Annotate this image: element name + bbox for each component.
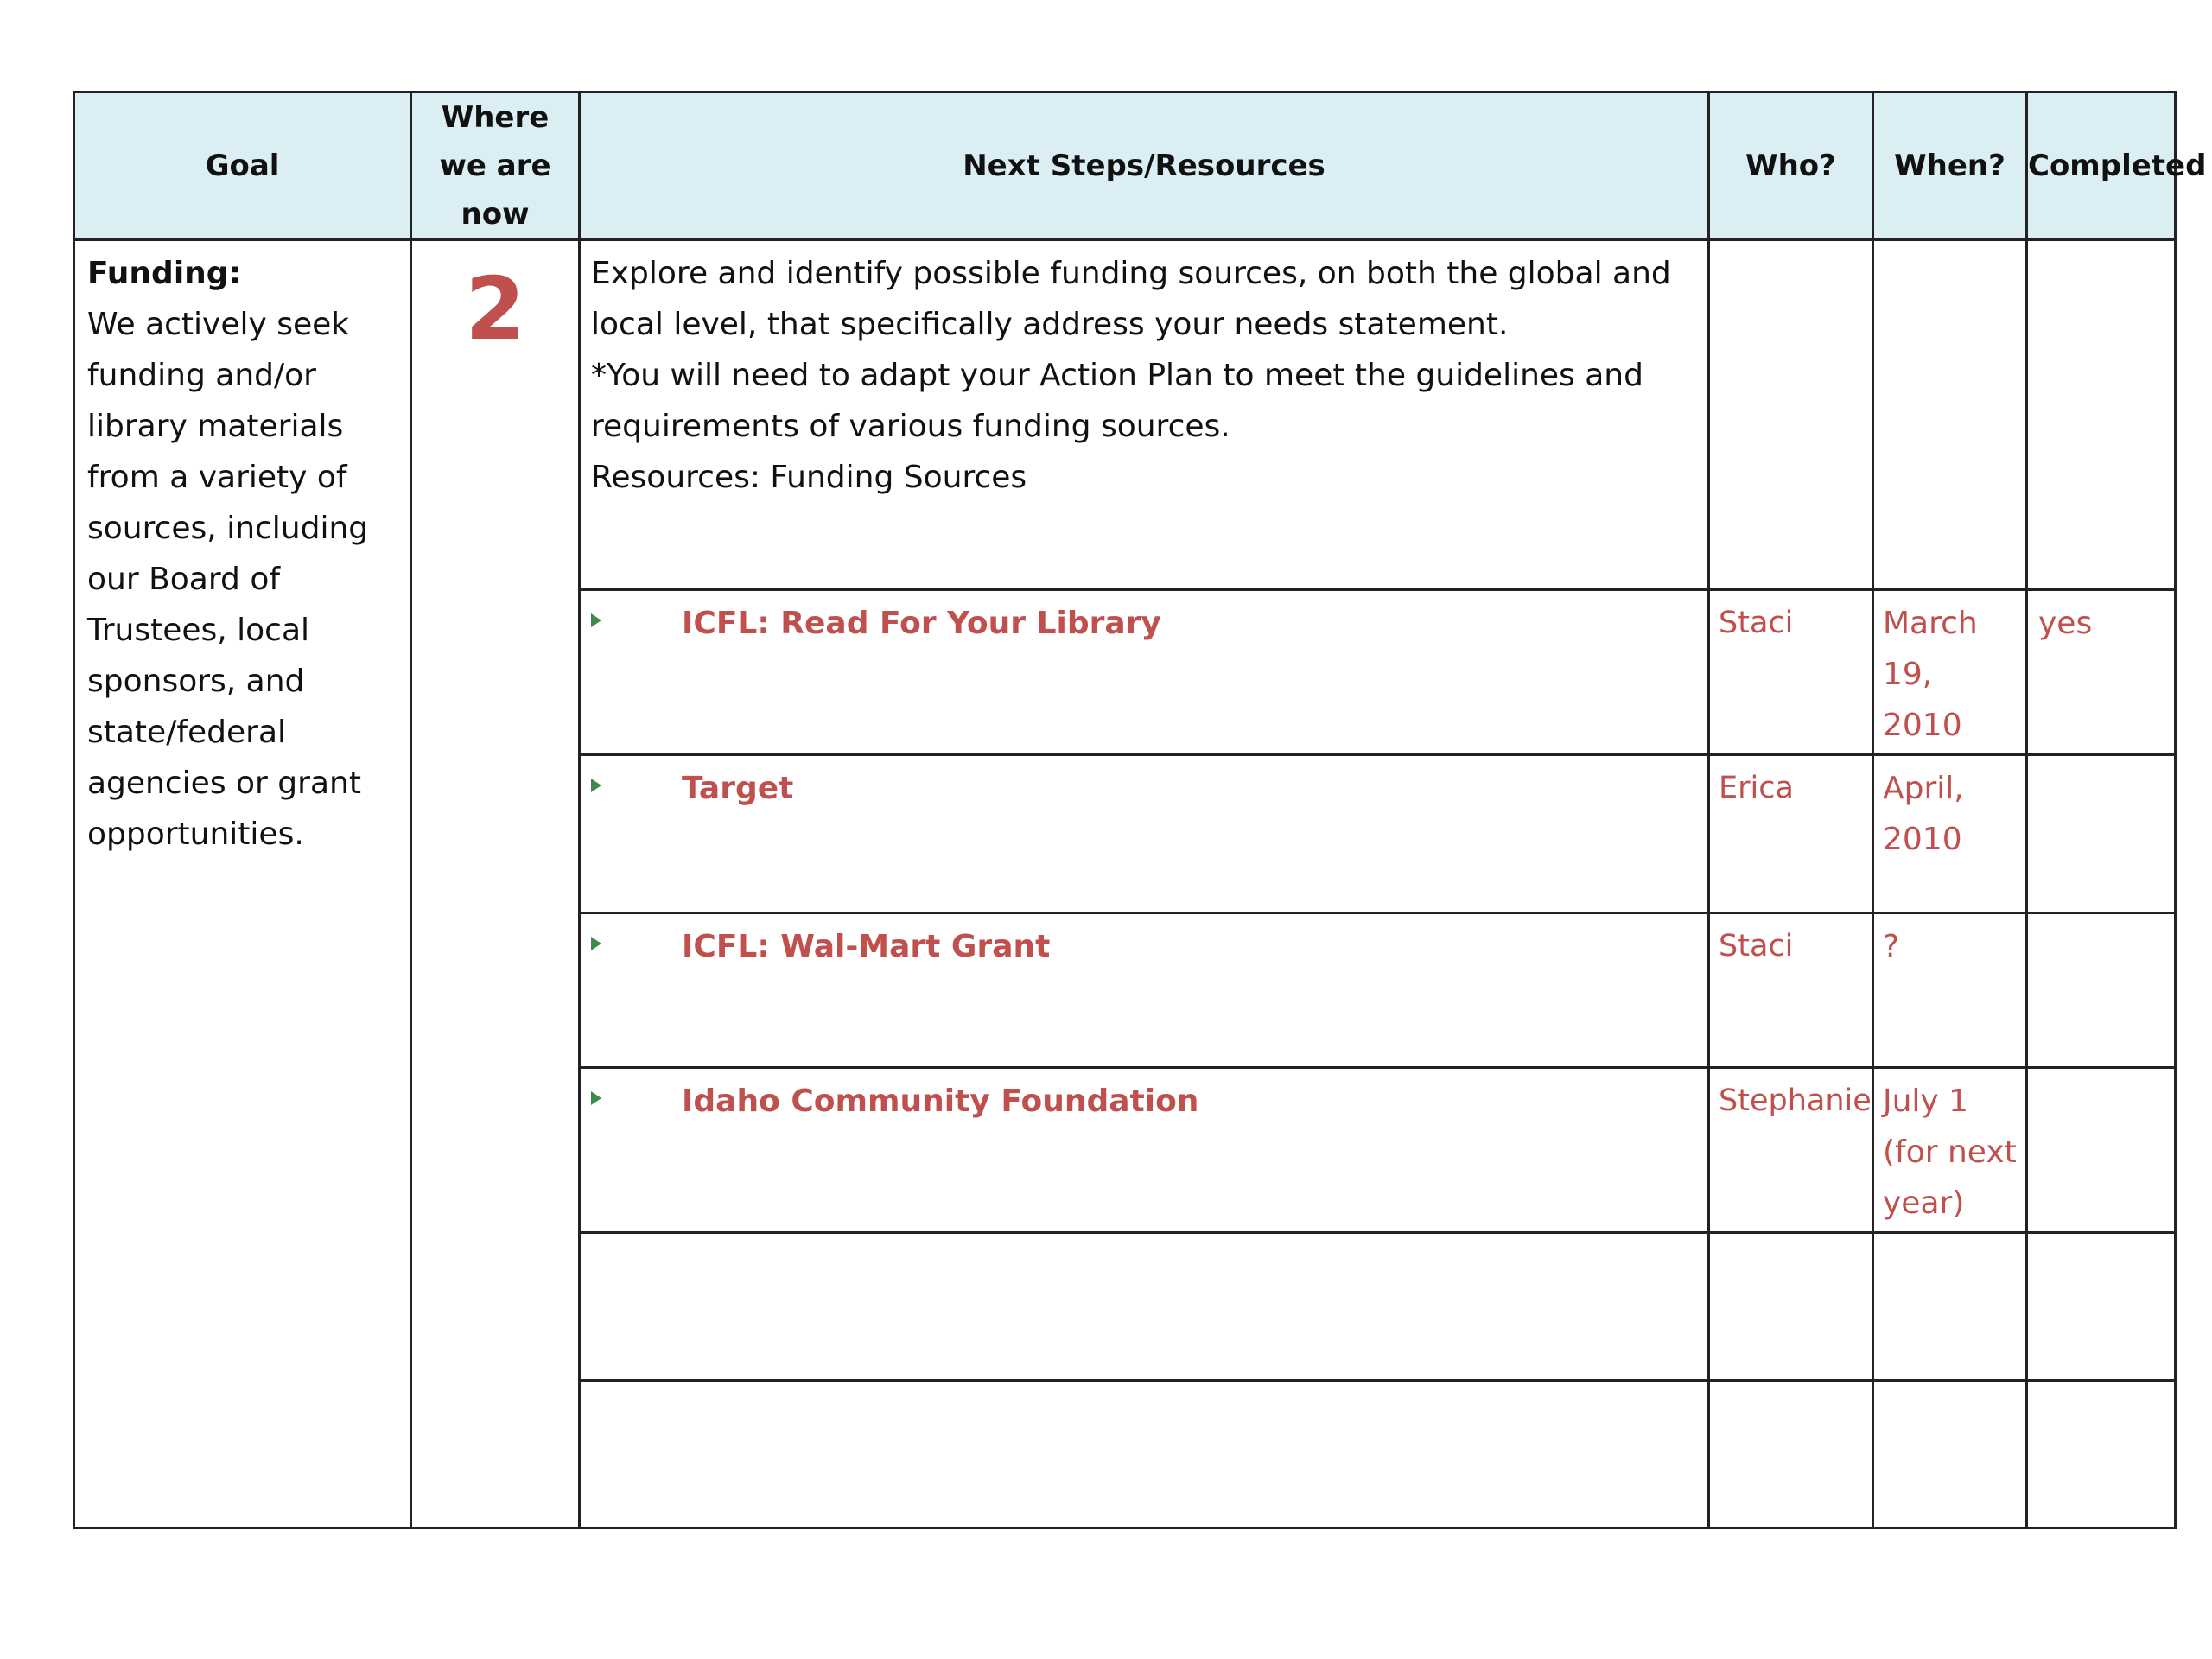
resource-name: Idaho Community Foundation: [682, 1084, 1199, 1119]
resource-cell: [580, 1068, 1709, 1233]
resource-when: April, 2010: [1873, 755, 2027, 913]
intro-row: [74, 240, 2176, 590]
header-next-steps: Next Steps/Resources: [580, 92, 1709, 240]
header-where-now: Where we are now: [411, 92, 580, 240]
empty-when-cell: [1873, 1233, 2027, 1381]
resource-cell: [580, 913, 1709, 1068]
header-row: [74, 92, 2176, 240]
intro-when-cell: [1873, 240, 2027, 590]
intro-line-resources: Resources: Funding Sources: [591, 460, 1027, 495]
resource-who: Stephanie: [1709, 1068, 1873, 1233]
empty-who-cell: [1709, 1381, 1873, 1529]
where-now-cell: [411, 240, 580, 1529]
current-level-number: 2: [465, 258, 525, 359]
empty-when-cell: [1873, 1381, 2027, 1529]
intro-completed-cell: [2027, 240, 2176, 590]
triangle-bullet-icon: [591, 613, 601, 627]
resource-completed: yes: [2027, 590, 2176, 755]
empty-completed-cell: [2027, 1233, 2176, 1381]
resource-who: Erica: [1709, 755, 1873, 913]
empty-steps-cell: [580, 1233, 1709, 1381]
header-who: Who?: [1709, 92, 1873, 240]
resource-cell: [580, 590, 1709, 755]
empty-steps-cell: [580, 1381, 1709, 1529]
resource-completed: [2027, 755, 2176, 913]
resource-completed: [2027, 913, 2176, 1068]
resource-name: ICFL: Read For Your Library: [682, 606, 1161, 641]
header-goal: Goal: [74, 92, 411, 240]
goal-cell: [74, 240, 411, 1529]
triangle-bullet-icon: [591, 779, 601, 792]
intro-line-explore: Explore and identify possible funding sources, on both the global and local level, that specifically address your needs statement.: [591, 256, 1671, 342]
triangle-bullet-icon: [591, 1091, 601, 1105]
resource-name: ICFL: Wal-Mart Grant: [682, 929, 1051, 964]
intro-line-adapt-note: *You will need to adapt your Action Plan to meet the guidelines and requirements of various funding sources.: [591, 358, 1643, 444]
intro-who-cell: [1709, 240, 1873, 590]
resource-who: Staci: [1709, 590, 1873, 755]
resource-when: ?: [1873, 913, 2027, 1068]
goal-description: We actively seek funding and/or library materials from a variety of sources, including our Board of Trustees, local sponsors, and state/federal agencies or grant opportunities.: [87, 307, 369, 852]
goal-title: Funding:: [87, 256, 241, 291]
empty-completed-cell: [2027, 1381, 2176, 1529]
triangle-bullet-icon: [591, 937, 601, 950]
resource-cell: [580, 755, 1709, 913]
resource-who: Staci: [1709, 913, 1873, 1068]
resource-when: March 19, 2010: [1873, 590, 2027, 755]
header-when: When?: [1873, 92, 2027, 240]
resource-completed: [2027, 1068, 2176, 1233]
empty-who-cell: [1709, 1233, 1873, 1381]
intro-steps-cell: [580, 240, 1709, 590]
resource-name: Target: [682, 771, 794, 806]
action-plan-table: [73, 91, 2207, 1529]
header-completed: Completed: [2027, 92, 2176, 240]
resource-when: July 1 (for next year): [1873, 1068, 2027, 1233]
